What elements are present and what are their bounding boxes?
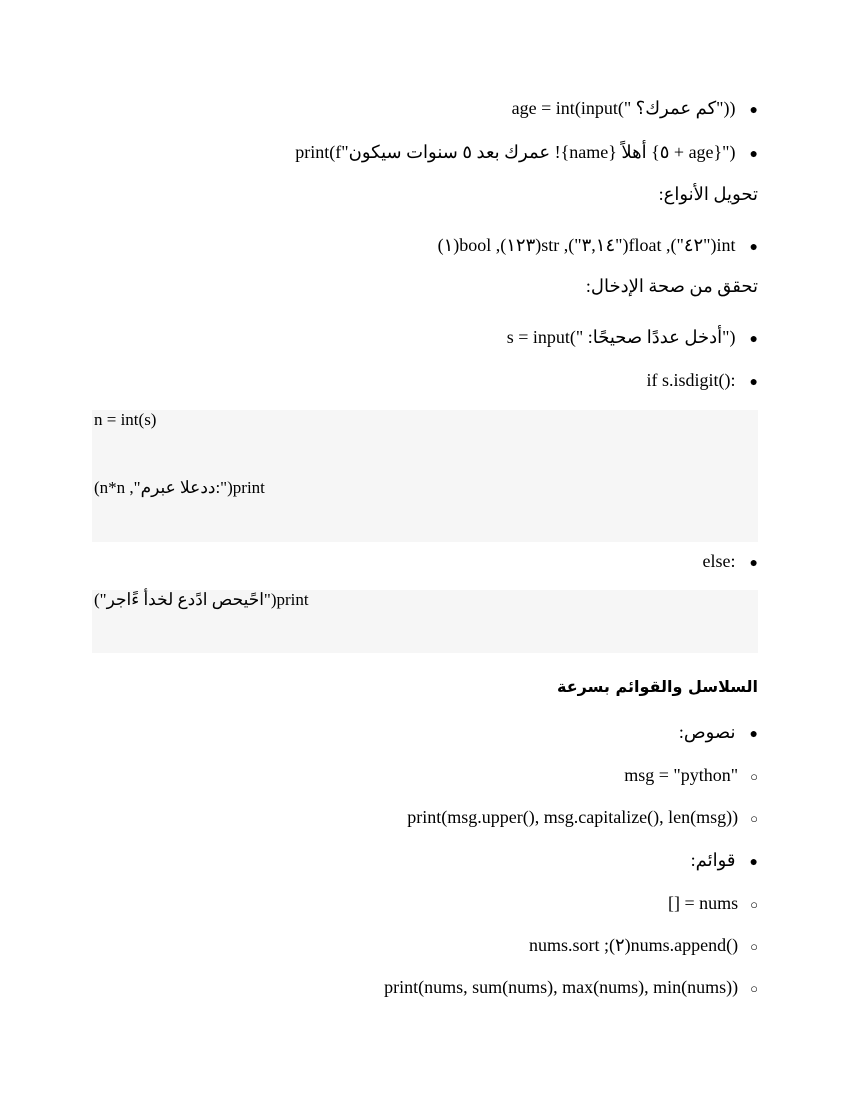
- code-text: ("أدخل عددًا صحيحًا: ")s = input: [506, 327, 736, 347]
- code-text: print(nums, sum(nums), max(nums), min(nums)): [384, 977, 739, 997]
- code-text: (("كم عمرك؟ ")input)age = int: [511, 98, 736, 118]
- heading-validation: تحقق من صحة الإدخال:: [585, 276, 758, 296]
- bullet-marker: ●: [749, 240, 758, 255]
- code-text: "msg = "python: [624, 765, 739, 785]
- subbullet-marker: ○: [750, 981, 758, 996]
- subbullet-nums: [94, 891, 758, 917]
- subbullet-append-sort: [94, 933, 758, 959]
- bullet-marker: ●: [749, 103, 758, 118]
- subbullet-marker: ○: [750, 939, 758, 954]
- code-line: ("رجاءً أدخل عددًا صحيحًا")print: [94, 590, 309, 609]
- subbullet-marker: ○: [750, 897, 758, 912]
- code-text: nums = []: [667, 893, 739, 913]
- subbullet-marker: ○: [750, 769, 758, 784]
- bullet-input-age: [94, 96, 758, 123]
- subbullet-print-msg: [94, 805, 758, 831]
- heading-casting: تحويل الأنواع:: [658, 184, 758, 204]
- bullet-marker: ●: [749, 556, 758, 571]
- code-line: (n*n ,"مربع العدد:")print: [94, 478, 265, 497]
- bullet-print-f: [94, 140, 758, 167]
- code-text: ()nums.append(٢); nums.sort: [528, 935, 739, 955]
- bullet-casting: [94, 233, 758, 260]
- bullet-marker: ●: [749, 855, 758, 870]
- code-block-if: [92, 410, 758, 542]
- label-text: نصوص:: [678, 722, 736, 742]
- bullet-else: [94, 549, 758, 576]
- subbullet-marker: ○: [750, 811, 758, 826]
- code-line: n = int(s): [94, 410, 157, 429]
- code-text: ("{age + ٥} أهلاً {name}! عمرك بعد ٥ سنوات سيكون"f)print: [295, 142, 736, 162]
- bullet-texts-label: [94, 720, 758, 747]
- code-text: print(msg.upper(), msg.capitalize(), len(msg)): [407, 807, 739, 827]
- bullet-marker: ●: [749, 727, 758, 742]
- bullet-marker: ●: [749, 332, 758, 347]
- code-text: :()if s.isdigit: [646, 370, 736, 390]
- label-text: قوائم:: [690, 850, 736, 870]
- code-text: int("٤٢"), float("٣,١٤"), str(١٢٣), bool(١): [437, 235, 736, 255]
- bullet-input-s: [94, 325, 758, 352]
- bullet-lists-label: [94, 848, 758, 875]
- code-block-else: [92, 590, 758, 653]
- subbullet-msg: [94, 763, 758, 789]
- bullet-marker: ●: [749, 147, 758, 162]
- subbullet-print-nums: [94, 975, 758, 1001]
- section-title: السلاسل والقوائم بسرعة: [557, 677, 758, 696]
- bullet-if-digit: [94, 368, 758, 395]
- code-text: :else: [702, 551, 736, 571]
- bullet-marker: ●: [749, 375, 758, 390]
